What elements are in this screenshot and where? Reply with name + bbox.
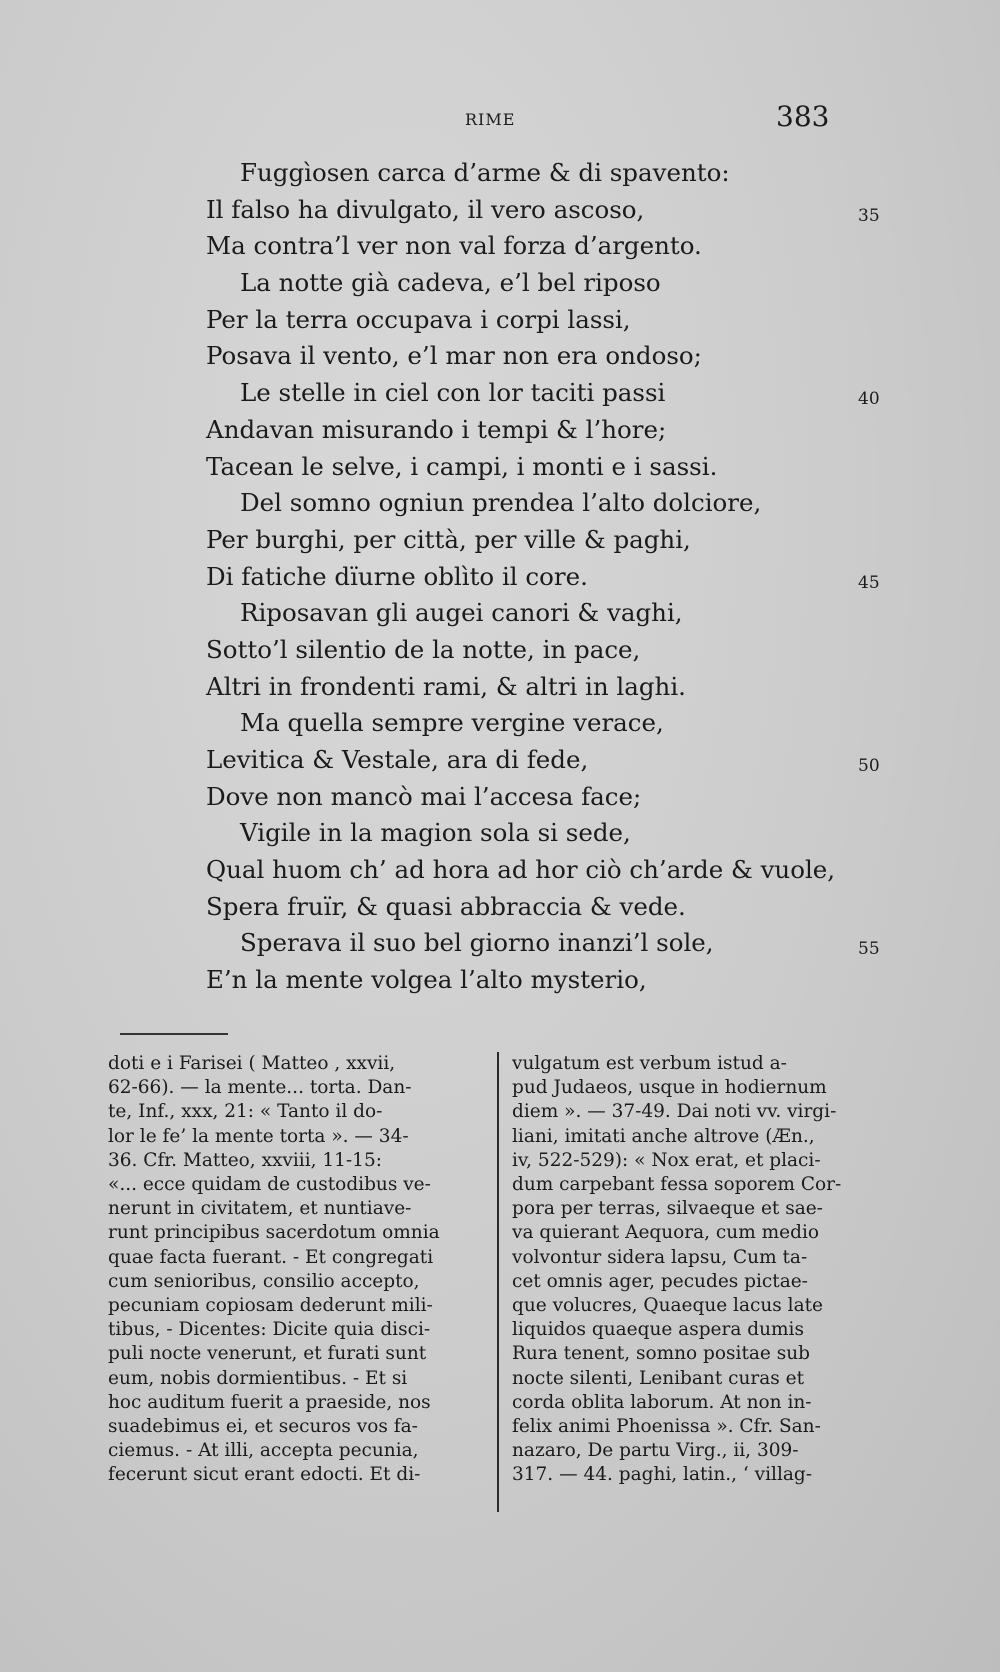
verse-text: Del somno ogniun prendea l’alto dolciore, xyxy=(240,488,762,518)
running-title: RIME xyxy=(465,110,516,129)
verse-line xyxy=(206,375,906,412)
verse-line xyxy=(206,925,906,962)
verse-line xyxy=(206,522,906,559)
verse-line xyxy=(206,338,906,375)
footnote-line: diem ». — 37-49. Dai noti vv. virgi- xyxy=(512,1101,837,1123)
footnote-line: «... ecce quidam de custodibus ve- xyxy=(108,1174,431,1196)
footnote-line: cet omnis ager, pecudes pictae- xyxy=(512,1270,808,1292)
verse-text: Il falso ha divulgato, il vero ascoso, xyxy=(206,194,645,224)
verse-line xyxy=(206,192,906,229)
verse-line xyxy=(206,412,906,449)
footnote-line: quae facta fuerant. - Et congregati xyxy=(108,1246,434,1268)
footnote-line: hoc auditum fuerit a praeside, nos xyxy=(108,1391,431,1413)
footnote-line: cum senioribus, consilio accepto, xyxy=(108,1270,420,1292)
footnote-line: va quierant Aequora, cum medio xyxy=(512,1222,820,1244)
footnotes xyxy=(108,1052,888,1512)
verse-line xyxy=(206,449,906,486)
verse-line xyxy=(206,228,906,265)
footnote-line: puli nocte venerunt, et furati sunt xyxy=(108,1343,427,1365)
verse-line xyxy=(206,962,906,999)
line-number: 55 xyxy=(858,939,880,960)
verse-line xyxy=(206,632,906,669)
verse-text: Spera fruïr, & quasi abbraccia & vede. xyxy=(206,891,686,921)
footnote-column-left xyxy=(108,1052,480,1488)
footnote-line: eum, nobis dormientibus. - Et si xyxy=(108,1367,408,1389)
page-header xyxy=(0,100,1000,140)
verse-text: Ma contra’l ver non val forza d’argento. xyxy=(206,231,702,261)
verse-line xyxy=(206,889,906,926)
footnote-line: corda oblita laborum. At non in- xyxy=(512,1391,812,1413)
footnote-line: lor le fe’ la mente torta ». — 34- xyxy=(108,1125,409,1147)
line-number: 50 xyxy=(858,756,880,776)
footnote-line: nazaro, De partu Virg., ii, 309- xyxy=(512,1440,799,1462)
footnote-line: vulgatum est verbum istud a- xyxy=(512,1053,787,1074)
footnote-line: volvontur sidera lapsu, Cum ta- xyxy=(512,1246,808,1268)
verse-text: Sotto’l silentio de la notte, in pace, xyxy=(206,634,641,664)
footnote-line: te, Inf., xxx, 21: « Tanto il do- xyxy=(108,1101,383,1123)
page-number: 383 xyxy=(776,100,830,133)
verse-line xyxy=(206,705,906,742)
verse-line xyxy=(206,815,906,852)
line-number: 35 xyxy=(858,205,880,226)
verse-line xyxy=(206,485,906,522)
footnote-line: nocte silenti, Lenibant curas et xyxy=(512,1367,805,1389)
line-number: 40 xyxy=(858,389,880,410)
verse-line xyxy=(206,595,906,632)
footnote-rule xyxy=(120,1033,228,1035)
footnote-line: doti e i Farisei ( Matteo , xxvii, xyxy=(108,1053,396,1074)
footnote-line: pecuniam copiosam dederunt mili- xyxy=(108,1295,433,1317)
verse-line xyxy=(206,779,906,816)
verse-line xyxy=(206,155,906,192)
verse-line xyxy=(206,742,906,779)
verse-text: Qual huom ch’ ad hora ad hor ciò ch’arde & vuole, xyxy=(206,855,836,885)
verse-line xyxy=(206,669,906,706)
verse-text: Tacean le selve, i campi, i monti e i sassi. xyxy=(206,451,718,481)
verse-text: E’n la mente volgea l’alto mysterio, xyxy=(206,965,647,995)
footnote-line: ciemus. - At illi, accepta pecunia, xyxy=(108,1440,419,1462)
verse-line xyxy=(206,302,906,339)
footnote-line: liani, imitati anche altrove (Æn., xyxy=(512,1125,815,1147)
verse-text: Altri in frondenti rami, & altri in laghi. xyxy=(206,671,686,701)
verse-text: Riposavan gli augei canori & vaghi, xyxy=(240,598,683,628)
footnote-line: suadebimus ei, et securos vos fa- xyxy=(108,1416,418,1438)
footnote-line: felix animi Phoenissa ». Cfr. San- xyxy=(512,1416,821,1438)
line-number: 45 xyxy=(858,572,880,593)
footnote-line: nerunt in civitatem, et nuntiave- xyxy=(108,1198,412,1220)
footnote-line: fecerunt sicut erant edocti. Et di- xyxy=(108,1464,421,1486)
footnote-line: dum carpebant fessa soporem Cor- xyxy=(512,1174,842,1196)
footnote-line: 36. Cfr. Matteo, xxviii, 11-15: xyxy=(108,1149,382,1171)
footnote-line: liquidos quaeque aspera dumis xyxy=(512,1319,804,1341)
verse-text: Di fatiche dïurne oblìto il core. xyxy=(206,561,588,591)
footnote-line: 62-66). — la mente... torta. Dan- xyxy=(108,1077,412,1099)
verse-text: Ma quella sempre vergine verace, xyxy=(240,708,664,738)
verse-text: Fuggìosen carca d’arme & di spavento: xyxy=(240,158,730,187)
footnote-line: pora per terras, silvaeque et sae- xyxy=(512,1198,823,1220)
verse-line xyxy=(206,559,906,596)
footnote-line: tibus, - Dicentes: Dicite quia disci- xyxy=(108,1319,431,1341)
footnote-line: pud Judaeos, usque in hodiernum xyxy=(512,1077,827,1099)
verse-text: Andavan misurando i tempi & l’hore; xyxy=(206,414,667,444)
footnote-line: runt principibus sacerdotum omnia xyxy=(108,1222,440,1244)
footnote-line: 317. — 44. paghi, latin., ‘ villag- xyxy=(512,1464,813,1486)
verse-text: Dove non mancò mai l’accesa face; xyxy=(206,781,642,811)
footnote-line: iv, 522-529): « Nox erat, et placi- xyxy=(512,1149,821,1171)
poem-text xyxy=(206,155,906,999)
verse-text: Sperava il suo bel giorno inanzi’l sole, xyxy=(240,928,714,958)
verse-text: La notte già cadeva, e’l bel riposo xyxy=(240,268,661,298)
verse-line xyxy=(206,852,906,889)
verse-text: Per burghi, per città, per ville & paghi, xyxy=(206,524,691,554)
verse-line xyxy=(206,265,906,302)
verse-text: Levitica & Vestale, ara di fede, xyxy=(206,745,589,774)
footnote-line: que volucres, Quaeque lacus late xyxy=(512,1295,823,1317)
verse-text: Vigile in la magion sola si sede, xyxy=(240,818,631,848)
verse-text: Posava il vento, e’l mar non era ondoso; xyxy=(206,341,702,371)
column-divider xyxy=(497,1052,499,1512)
verse-text: Per la terra occupava i corpi lassi, xyxy=(206,304,631,334)
footnote-column-right xyxy=(512,1052,884,1488)
footnote-line: Rura tenent, somno positae sub xyxy=(512,1343,810,1365)
verse-text: Le stelle in ciel con lor taciti passi xyxy=(240,378,666,408)
